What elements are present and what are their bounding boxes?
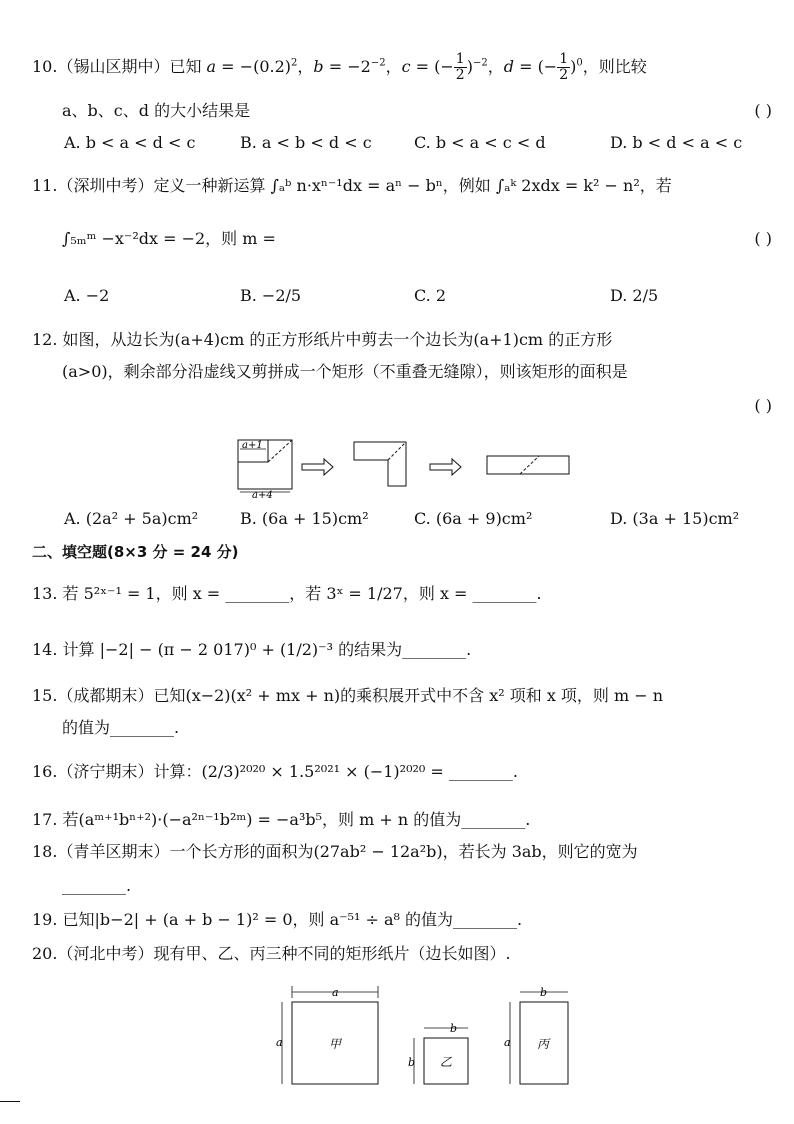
- q15-line2: 的值为________.: [62, 718, 180, 737]
- q11-choice-c: C. 2: [414, 286, 447, 305]
- q12-answer-paren: ( ): [754, 396, 772, 415]
- q20-card-jia-height-label: a: [276, 1036, 283, 1049]
- q10-choice-a: A. b < a < d < c: [64, 133, 196, 152]
- q20-card-bing-width-label: b: [540, 986, 548, 999]
- q18-line1: 18.（青羊区期末）一个长方形的面积为(27ab² − 12a²b)，若长为 3ab，则它的宽为: [32, 842, 638, 861]
- q20-card-bing-name: 丙: [537, 1037, 550, 1051]
- q12-choice-d: D. (3a + 15)cm²: [610, 509, 740, 528]
- q12-choice-c: C. (6a + 9)cm²: [414, 509, 533, 528]
- q12-line2: (a>0)，剩余部分沿虚线又剪拼成一个矩形（不重叠无缝隙），则该矩形的面积是: [62, 362, 628, 381]
- q12-label-a-plus-1: a+1: [242, 440, 263, 451]
- q10-choice-c: C. b < a < c < d: [414, 133, 546, 152]
- q11-line1: 11.（深圳中考）定义一种新运算 ∫ₐᵇ n·xⁿ⁻¹dx = aⁿ − bⁿ，例如 ∫ₐᵏ 2xdx = k² − n²，若: [32, 176, 672, 195]
- q14-text: 14. 计算 |−2| − (π − 2 017)⁰ + (1/2)⁻³ 的结果为________.: [32, 640, 472, 659]
- q11-line2: ∫₅ₘᵐ −x⁻²dx = −2，则 m =: [62, 229, 276, 248]
- q20-card-jia-name: 甲: [329, 1037, 342, 1051]
- q10-choice-b: B. a < b < d < c: [240, 133, 372, 152]
- q20-figure: [266, 980, 586, 1096]
- q17-text: 17. 若(aᵐ⁺¹bⁿ⁺²)·(−a²ⁿ⁻¹b²ᵐ) = −a³b⁵，则 m + n 的值为________.: [32, 810, 531, 829]
- q10-line1: 10.（锡山区期中）已知 $a = -(0.2)^2$，$b = -2^{-2}$，c = (− $\frac{1}{2}$ )$^{-2}$，d = (− $\frac{1}{2}$ )$^0$，则比较: [32, 51, 647, 84]
- q12-figure: [232, 436, 577, 502]
- q20-card-bing-height-label: a: [504, 1036, 511, 1049]
- q19-text: 19. 已知|b−2| + (a + b − 1)² = 0，则 a⁻⁵¹ ÷ a⁸ 的值为________.: [32, 910, 523, 929]
- q12-choice-a: A. (2a² + 5a)cm²: [64, 509, 199, 528]
- q11-choice-a: A. −2: [64, 286, 110, 305]
- q11-choice-b: B. −2/5: [240, 286, 302, 305]
- q12-label-a-plus-4: a+4: [252, 490, 273, 498]
- q13-text: 13. 若 5²ˣ⁻¹ = 1，则 x = ________，若 3ˣ = 1/27，则 x = ________.: [32, 584, 542, 603]
- q12-line1: 12. 如图，从边长为(a+4)cm 的正方形纸片中剪去一个边长为(a+1)cm 的正方形: [32, 330, 613, 349]
- q10-answer-paren: ( ): [754, 101, 772, 120]
- q20-card-yi-height-label: b: [408, 1056, 416, 1069]
- q20-card-jia-width-label: a: [332, 986, 339, 999]
- q16-text: 16.（济宁期末）计算：(2/3)²⁰²⁰ × 1.5²⁰²¹ × (−1)²⁰²⁰ = ________.: [32, 762, 518, 781]
- q11-choice-d: D. 2/5: [610, 286, 659, 305]
- q10-line2: a、b、c、d 的大小结果是: [62, 101, 251, 120]
- q12-choice-b: B. (6a + 15)cm²: [240, 509, 369, 528]
- q10-choice-d: D. b < d < a < c: [610, 133, 743, 152]
- q18-line2: ________.: [62, 876, 132, 895]
- section-fill-in-heading: 二、填空题(8×3 分 = 24 分): [32, 543, 239, 561]
- q20-card-yi-name: 乙: [440, 1055, 453, 1069]
- q15-line1: 15.（成都期末）已知(x−2)(x² + mx + n)的乘积展开式中不含 x² 项和 x 项，则 m − n: [32, 686, 664, 705]
- q20-card-yi-width-label: b: [450, 1022, 458, 1035]
- q20-text: 20.（河北中考）现有甲、乙、丙三种不同的矩形纸片（边长如图）.: [32, 944, 511, 963]
- page-edge-mark: [0, 1101, 20, 1102]
- q11-answer-paren: ( ): [754, 229, 772, 248]
